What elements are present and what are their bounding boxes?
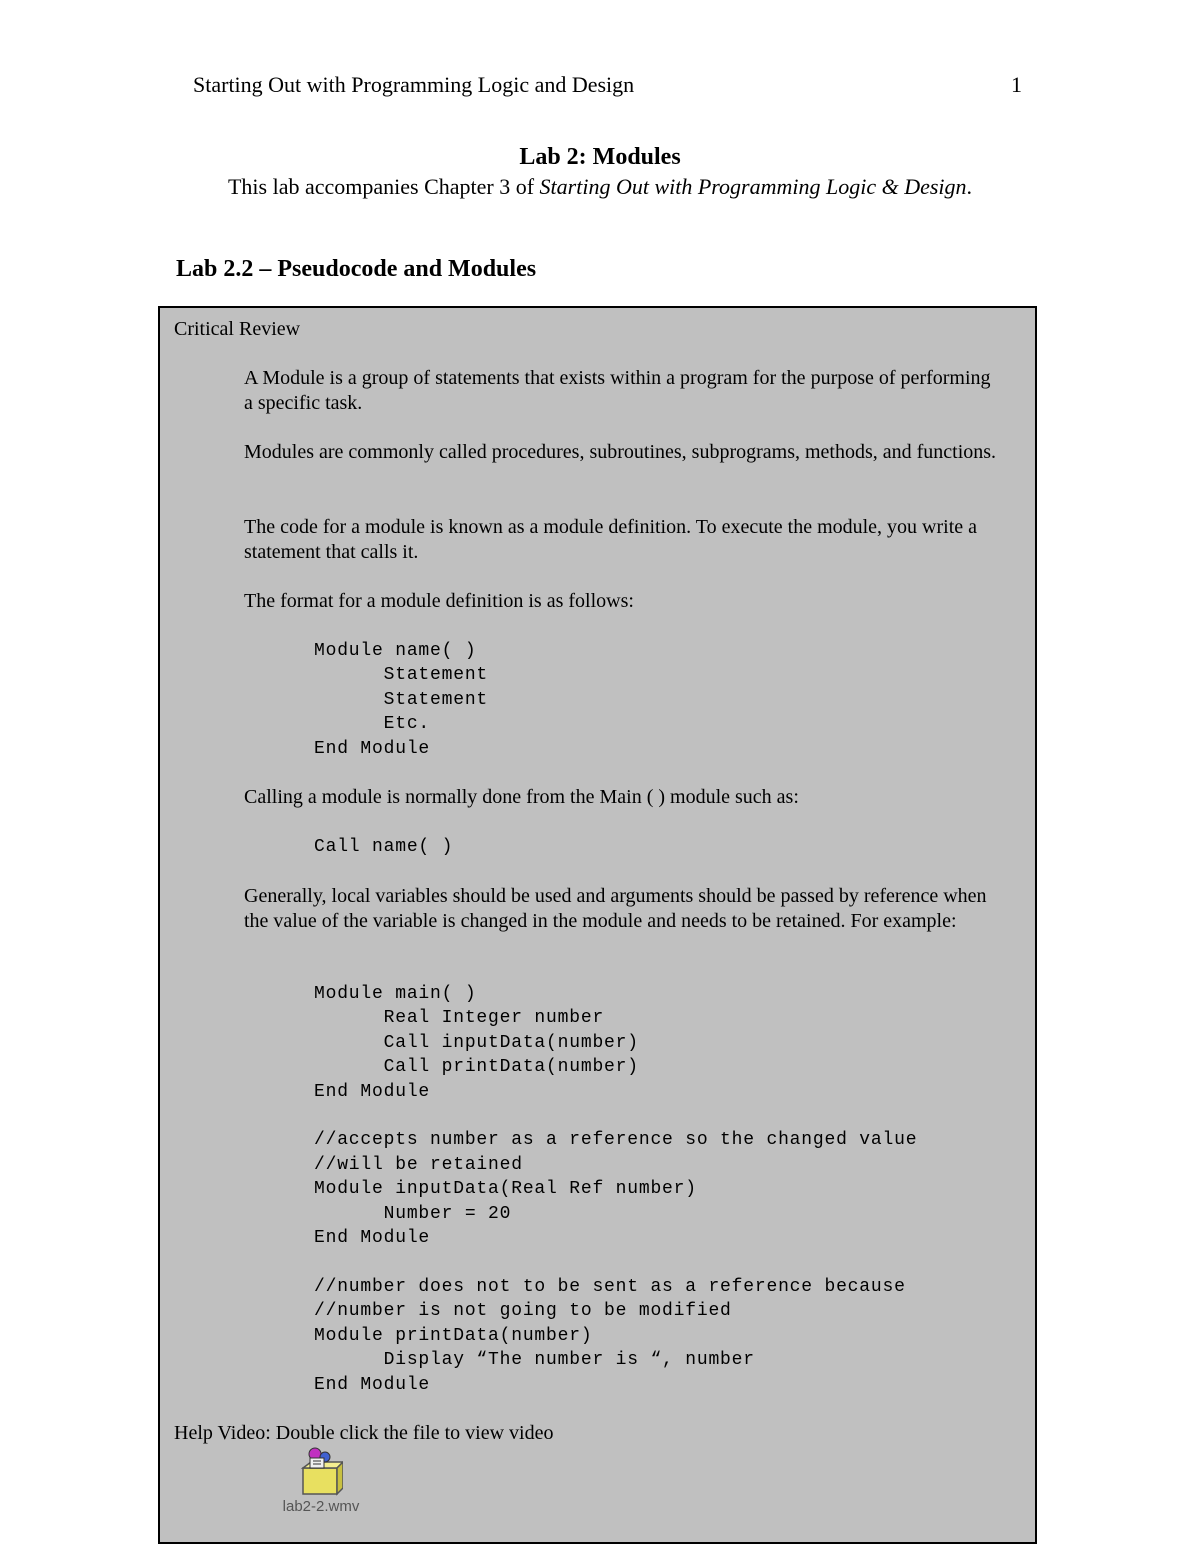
document-subtitle [0,174,1200,200]
review-paragraph: The format for a module definition is as follows: [244,590,634,612]
critical-review-label: Critical Review [174,318,301,340]
help-video-file[interactable] [276,1446,366,1515]
help-video-label: Help Video: Double click the file to view video [174,1422,554,1444]
review-paragraph: Modules are commonly called procedures, subroutines, subprograms, methods, and functions. [244,441,997,463]
review-paragraph: A Module is a group of statements that exists within a program for the purpose of performing a specific task. [244,367,991,414]
critical-review-box [158,306,1037,1544]
help-video-filename: lab2-2.wmv [282,1498,360,1515]
subtitle-book-title: Starting Out with Programming Logic & Design [539,174,967,199]
code-block-module-format: Module name( ) Statement Statement Etc. End Module [314,641,489,759]
code-block-call: Call name( ) [314,837,454,857]
subtitle-suffix: . [966,174,973,199]
subtitle-prefix: This lab accompanies Chapter 3 of [227,174,540,199]
media-file-icon [299,1446,343,1496]
review-paragraph: The code for a module is known as a module definition. To execute the module, you write a statement that calls it. [244,516,978,563]
page-number: 1 [1011,72,1022,97]
document-title: Lab 2: Modules [519,144,681,170]
code-block-example: Module main( ) Real Integer number Call inputData(number) Call printData(number) End Module //accepts number as a reference so the changed value //will be retained Module inputData(Real Ref number) Number = 20 End Module //number does not to be sent as a reference because //number is not going to be modified Module printData(number) Display “The number is “, number End Module [314,984,918,1395]
section-heading: Lab 2.2 – Pseudocode and Modules [176,256,537,282]
header-title: Starting Out with Programming Logic and Design [193,72,635,97]
review-paragraph: Generally, local variables should be used and arguments should be passed by reference when the value of the variable is changed in the module and needs to be retained. For example: [244,885,987,932]
review-paragraph: Calling a module is normally done from the Main ( ) module such as: [244,786,799,808]
